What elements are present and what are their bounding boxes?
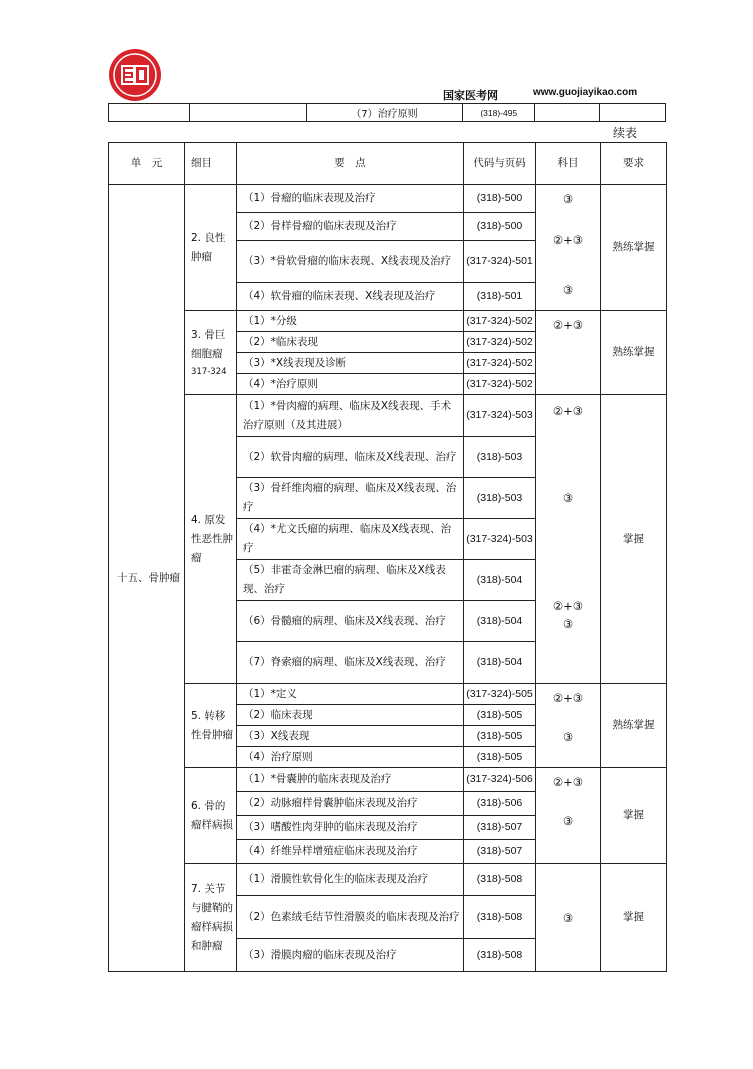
- table-row: [109, 684, 667, 705]
- code-cell: (318)-504: [464, 560, 536, 601]
- point-cell: （1）*骨囊肿的临床表现及治疗: [237, 768, 464, 792]
- subject-cell: [536, 185, 601, 311]
- point-cell: （4）*治疗原则: [237, 374, 464, 395]
- requirement-cell: 熟练掌握: [601, 311, 667, 395]
- point-cell: （3）滑膜肉瘤的临床表现及治疗: [237, 939, 464, 972]
- code-cell: (318)-503: [464, 478, 536, 519]
- subject-mark: ③: [562, 491, 574, 505]
- table-header-row: [109, 143, 667, 185]
- header-subject: 科目: [536, 143, 601, 185]
- table-row: [109, 395, 667, 437]
- point-cell: （5）非霍奇金淋巴瘤的病理、临床及X线表现、治疗: [237, 560, 464, 601]
- table-body: [109, 185, 667, 972]
- point-cell: （4）纤维异样增殖症临床表现及治疗: [237, 840, 464, 864]
- code-cell: (318)-504: [464, 601, 536, 642]
- code-cell: (318)-501: [464, 283, 536, 311]
- subject-cell: [536, 395, 601, 684]
- point-cell: （4）治疗原则: [237, 747, 464, 768]
- subject-cell: [536, 864, 601, 972]
- code-cell: (317-324)-502: [464, 374, 536, 395]
- code-cell: (317-324)-506: [464, 768, 536, 792]
- table-row: [109, 768, 667, 792]
- code-cell: (318)-503: [464, 437, 536, 478]
- point-cell: （2）临床表现: [237, 705, 464, 726]
- item-title: 2. 良性肿瘤: [191, 231, 226, 263]
- point-cell: （2）色素绒毛结节性滑膜炎的临床表现及治疗: [237, 896, 464, 939]
- item-cell: [185, 185, 237, 311]
- subject-mark: ③: [562, 730, 574, 744]
- code-cell: (318)-505: [464, 705, 536, 726]
- point-cell: （2）动脉瘤样骨囊肿临床表现及治疗: [237, 792, 464, 816]
- subject-mark: ②+③: [552, 318, 584, 332]
- requirement-cell: 掌握: [601, 768, 667, 864]
- logo-icon: [108, 48, 162, 102]
- point-cell: （3）嗜酸性肉芽肿的临床表现及治疗: [237, 816, 464, 840]
- point-cell: （4）软骨瘤的临床表现、X线表现及治疗: [237, 283, 464, 311]
- point-cell: （4）*尤文氏瘤的病理、临床及X线表现、治疗: [237, 519, 464, 560]
- header-unit: 单 元: [109, 143, 185, 185]
- unit-cell: 十五、骨肿瘤: [109, 185, 185, 972]
- point-cell: （1）*分级: [237, 311, 464, 332]
- item-title: 7. 关节与腱鞘的瘤样病损和肿瘤: [191, 882, 233, 952]
- prev-code: (318)-495: [463, 104, 535, 122]
- item-cell: [185, 395, 237, 684]
- header-point: 要 点: [237, 143, 464, 185]
- subject-mark: ②+③: [552, 599, 584, 613]
- point-cell: （3）*X线表现及诊断: [237, 353, 464, 374]
- code-cell: (317-324)-503: [464, 395, 536, 437]
- code-cell: (318)-507: [464, 816, 536, 840]
- code-cell: (317-324)-502: [464, 332, 536, 353]
- requirement-cell: 熟练掌握: [601, 684, 667, 768]
- code-cell: (318)-507: [464, 840, 536, 864]
- item-cell: [185, 684, 237, 768]
- code-cell: (317-324)-502: [464, 353, 536, 374]
- item-cell: [185, 311, 237, 395]
- point-cell: （2）*临床表现: [237, 332, 464, 353]
- site-name: 国家医考网: [443, 89, 498, 102]
- subject-mark: ②+③: [552, 691, 584, 705]
- code-cell: (318)-500: [464, 185, 536, 213]
- code-cell: (317-324)-503: [464, 519, 536, 560]
- code-cell: (318)-504: [464, 642, 536, 684]
- continued-label: 续表: [613, 126, 638, 140]
- table-row: [109, 864, 667, 896]
- subject-cell: [536, 311, 601, 395]
- item-title: 5. 转移性骨肿瘤: [191, 709, 233, 741]
- requirement-cell: 掌握: [601, 395, 667, 684]
- site-url[interactable]: www.guojiayikao.com: [533, 87, 638, 98]
- requirement-cell: 熟练掌握: [601, 185, 667, 311]
- subject-mark: ③: [562, 617, 574, 631]
- point-cell: （1）滑膜性软骨化生的临床表现及治疗: [237, 864, 464, 896]
- subject-mark: ③: [562, 911, 574, 925]
- point-cell: （1）*定义: [237, 684, 464, 705]
- table-row: [109, 311, 667, 332]
- code-cell: (318)-508: [464, 896, 536, 939]
- subject-mark: ②+③: [552, 404, 584, 418]
- previous-table-row: [108, 103, 666, 122]
- point-cell: （3）骨纤维肉瘤的病理、临床及X线表现、治疗: [237, 478, 464, 519]
- point-cell: （3）*骨软骨瘤的临床表现、X线表现及治疗: [237, 241, 464, 283]
- item-title: 4. 原发性恶性肿瘤: [191, 513, 233, 564]
- item-cell: [185, 768, 237, 864]
- subject-mark: ③: [562, 192, 574, 206]
- subject-cell: [536, 768, 601, 864]
- syllabus-table: [108, 142, 667, 972]
- requirement-cell: 掌握: [601, 864, 667, 972]
- code-cell: (318)-508: [464, 939, 536, 972]
- code-cell: (317-324)-505: [464, 684, 536, 705]
- table-row: [109, 185, 667, 213]
- item-title: 3. 骨巨细胞瘤: [191, 328, 226, 360]
- point-cell: （2）骨样骨瘤的临床表现及治疗: [237, 213, 464, 241]
- code-cell: (318)-508: [464, 864, 536, 896]
- point-cell: （1）骨瘤的临床表现及治疗: [237, 185, 464, 213]
- code-cell: (317-324)-502: [464, 311, 536, 332]
- header-code: 代码与页码: [464, 143, 536, 185]
- subject-cell: [536, 684, 601, 768]
- subject-mark: ②+③: [552, 775, 584, 789]
- code-cell: (318)-505: [464, 747, 536, 768]
- code-cell: (318)-506: [464, 792, 536, 816]
- item-title: 6. 骨的瘤样病损: [191, 799, 233, 831]
- code-cell: (317-324)-501: [464, 241, 536, 283]
- subject-mark: ③: [562, 283, 574, 297]
- point-cell: （2）软骨肉瘤的病理、临床及X线表现、治疗: [237, 437, 464, 478]
- header-item: 细目: [185, 143, 237, 185]
- subject-mark: ③: [562, 814, 574, 828]
- item-cell: [185, 864, 237, 972]
- point-cell: （6）骨髓瘤的病理、临床及X线表现、治疗: [237, 601, 464, 642]
- prev-point: （7）治疗原则: [306, 104, 463, 122]
- point-cell: （7）脊索瘤的病理、临床及X线表现、治疗: [237, 642, 464, 684]
- point-cell: （1）*骨肉瘤的病理、临床及X线表现、手术治疗原则（及其进展）: [237, 395, 464, 437]
- item-code: 317-324: [191, 366, 227, 377]
- header-requirement: 要求: [601, 143, 667, 185]
- code-cell: (318)-505: [464, 726, 536, 747]
- subject-mark: ②+③: [552, 233, 584, 247]
- point-cell: （3）X线表现: [237, 726, 464, 747]
- code-cell: (318)-500: [464, 213, 536, 241]
